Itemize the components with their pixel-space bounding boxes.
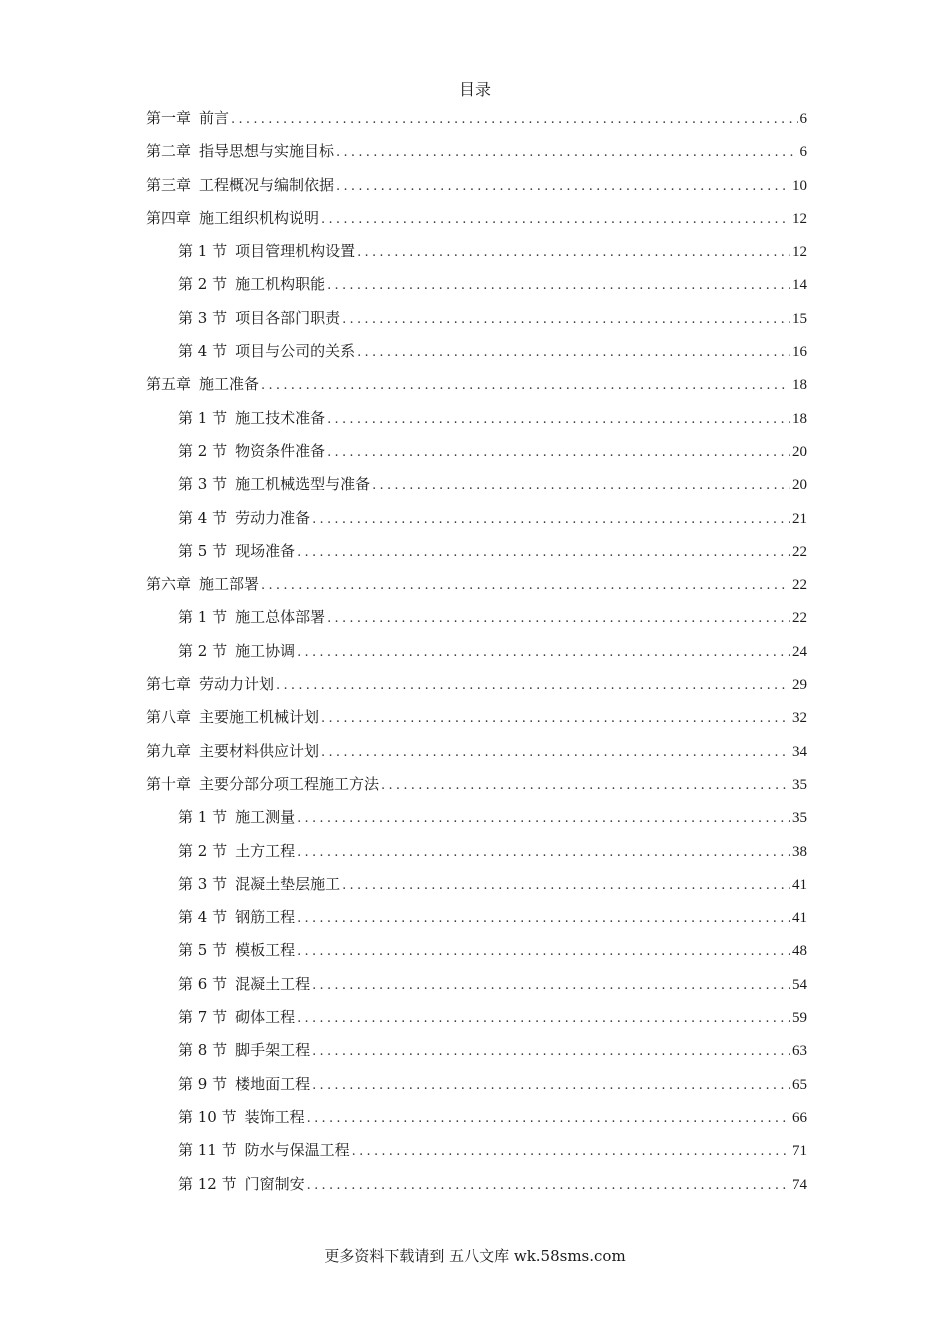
toc-entry-number: 第 2 节 (178, 641, 228, 660)
toc-section-entry[interactable] (0, 635, 950, 668)
toc-entry-number: 第 8 节 (178, 1041, 228, 1060)
toc-dot-leader (297, 935, 790, 968)
toc-page-number: 35 (792, 810, 807, 827)
toc-entry-number: 第 5 节 (178, 941, 228, 960)
toc-entry-label (178, 868, 340, 901)
toc-page-number: 14 (792, 277, 807, 294)
toc-entry-title: 楼地面工程 (235, 1074, 311, 1093)
toc-page-number: 32 (792, 710, 807, 727)
toc-entry-title: 施工协调 (235, 641, 296, 660)
toc-entry-label (178, 535, 295, 568)
toc-entry-label (146, 202, 319, 235)
toc-entry-label (146, 735, 319, 768)
toc-chapter-entry[interactable] (0, 668, 950, 701)
toc-section-entry[interactable] (0, 801, 950, 834)
toc-page-number: 21 (792, 510, 807, 527)
toc-entry-label (178, 934, 295, 967)
toc-entry-title: 主要施工机械计划 (199, 708, 320, 727)
toc-dot-leader (342, 303, 790, 336)
toc-page-number: 20 (792, 443, 807, 460)
toc-entry-label (178, 335, 355, 368)
toc-entry-label (178, 268, 325, 301)
toc-entry-number: 第 2 节 (178, 441, 228, 460)
toc-page-number: 74 (792, 1176, 807, 1193)
toc-page-number: 12 (792, 244, 807, 261)
toc-dot-leader (327, 436, 790, 469)
toc-page-number: 71 (792, 1143, 807, 1160)
toc-list (0, 102, 950, 1201)
toc-entry-label (178, 468, 370, 501)
toc-dot-leader (321, 203, 790, 236)
toc-chapter-entry[interactable] (0, 701, 950, 734)
toc-entry-number: 第 3 节 (178, 874, 228, 893)
toc-entry-title: 主要分部分项工程施工方法 (199, 774, 380, 793)
toc-entry-label (178, 1134, 350, 1167)
toc-section-entry[interactable] (0, 1168, 950, 1201)
toc-entry-number: 第 1 节 (178, 608, 228, 627)
toc-dot-leader (327, 269, 790, 302)
toc-entry-title: 钢筋工程 (235, 908, 296, 927)
toc-chapter-entry[interactable] (0, 768, 950, 801)
toc-section-entry[interactable] (0, 835, 950, 868)
toc-dot-leader (342, 869, 790, 902)
toc-section-entry[interactable] (0, 435, 950, 468)
toc-entry-label (178, 235, 355, 268)
toc-section-entry[interactable] (0, 968, 950, 1001)
toc-entry-number: 第 2 节 (178, 275, 228, 294)
toc-dot-leader (261, 369, 790, 402)
toc-entry-number: 第一章 (146, 109, 192, 127)
toc-page-number: 6 (799, 111, 807, 127)
toc-section-entry[interactable] (0, 302, 950, 335)
toc-dot-leader (372, 469, 790, 502)
toc-entry-label (146, 135, 334, 168)
toc-entry-title: 现场准备 (235, 541, 296, 560)
toc-entry-number: 第四章 (146, 208, 192, 227)
toc-entry-number: 第 7 节 (178, 1008, 228, 1027)
toc-dot-leader (327, 403, 790, 436)
toc-section-entry[interactable] (0, 1034, 950, 1067)
toc-section-entry[interactable] (0, 934, 950, 967)
toc-entry-title: 物资条件准备 (235, 441, 326, 460)
toc-page-number: 10 (792, 177, 807, 194)
toc-entry-number: 第 3 节 (178, 308, 228, 327)
toc-entry-title: 防水与保温工程 (244, 1141, 350, 1160)
toc-section-entry[interactable] (0, 235, 950, 268)
toc-chapter-entry[interactable] (0, 102, 950, 135)
toc-page-number: 22 (792, 577, 807, 594)
toc-entry-label (146, 668, 274, 701)
toc-entry-title: 工程概况与编制依据 (199, 175, 335, 194)
toc-dot-leader (312, 1035, 790, 1068)
toc-section-entry[interactable] (0, 468, 950, 501)
toc-entry-title: 劳动力计划 (199, 675, 275, 694)
toc-section-entry[interactable] (0, 1101, 950, 1134)
toc-page-number: 24 (792, 643, 807, 660)
toc-chapter-entry[interactable] (0, 202, 950, 235)
toc-entry-number: 第 11 节 (178, 1141, 237, 1160)
toc-dot-leader (336, 136, 797, 169)
toc-entry-title: 前言 (199, 109, 230, 127)
toc-chapter-entry[interactable] (0, 735, 950, 768)
toc-entry-label (146, 768, 379, 801)
toc-entry-label (178, 502, 310, 535)
toc-entry-title: 项目各部门职责 (235, 308, 341, 327)
toc-dot-leader (307, 1169, 790, 1202)
toc-entry-label (178, 402, 325, 435)
toc-entry-label (146, 169, 334, 202)
toc-entry-title: 施工测量 (235, 808, 296, 827)
toc-dot-leader (321, 736, 790, 769)
toc-page-number: 66 (792, 1109, 807, 1126)
toc-entry-title: 施工机械选型与准备 (235, 475, 371, 494)
toc-entry-number: 第 10 节 (178, 1107, 237, 1126)
toc-section-entry[interactable] (0, 502, 950, 535)
toc-page-number: 18 (792, 377, 807, 394)
toc-entry-number: 第 1 节 (178, 242, 228, 261)
toc-entry-title: 项目管理机构设置 (235, 242, 356, 261)
toc-entry-number: 第三章 (146, 175, 192, 194)
toc-entry-label (178, 801, 295, 834)
toc-entry-title: 项目与公司的关系 (235, 342, 356, 361)
toc-dot-leader (336, 170, 790, 203)
toc-entry-title: 施工总体部署 (235, 608, 326, 627)
toc-entry-title: 脚手架工程 (235, 1041, 311, 1060)
toc-entry-title: 主要材料供应计划 (199, 741, 320, 760)
toc-page-number: 6 (799, 144, 807, 161)
toc-entry-label (178, 1168, 305, 1201)
toc-dot-leader (381, 769, 790, 802)
toc-dot-leader (312, 503, 790, 536)
toc-section-entry[interactable] (0, 335, 950, 368)
toc-entry-number: 第六章 (146, 575, 192, 594)
toc-entry-label (146, 368, 259, 401)
toc-section-entry[interactable] (0, 868, 950, 901)
toc-page-number: 54 (792, 976, 807, 993)
toc-entry-title: 模板工程 (235, 941, 296, 960)
toc-dot-leader (297, 636, 790, 669)
toc-entry-number: 第 2 节 (178, 841, 228, 860)
toc-section-entry[interactable] (0, 1068, 950, 1101)
toc-entry-number: 第九章 (146, 741, 192, 760)
toc-entry-number: 第 4 节 (178, 342, 228, 361)
toc-entry-number: 第 9 节 (178, 1074, 228, 1093)
toc-entry-label (178, 1068, 310, 1101)
toc-entry-title: 施工技术准备 (235, 408, 326, 427)
toc-entry-number: 第二章 (146, 142, 192, 161)
toc-dot-leader (276, 669, 790, 702)
toc-entry-number: 第七章 (146, 675, 192, 694)
toc-entry-number: 第 1 节 (178, 808, 228, 827)
toc-page-number: 59 (792, 1010, 807, 1027)
toc-page-number: 65 (792, 1076, 807, 1093)
toc-page-number: 12 (792, 210, 807, 227)
toc-entry-title: 砌体工程 (235, 1008, 296, 1027)
toc-page-number: 34 (792, 743, 807, 760)
toc-title: 目录 (458, 80, 491, 99)
toc-section-entry[interactable] (0, 402, 950, 435)
toc-dot-leader (321, 702, 790, 735)
toc-section-entry[interactable] (0, 601, 950, 634)
toc-chapter-entry[interactable] (0, 135, 950, 168)
toc-entry-number: 第 12 节 (178, 1174, 237, 1193)
toc-section-entry[interactable] (0, 1001, 950, 1034)
toc-page-number: 63 (792, 1043, 807, 1060)
toc-page-number: 15 (792, 310, 807, 327)
toc-entry-number: 第八章 (146, 708, 192, 727)
toc-entry-title: 施工组织机构说明 (199, 208, 320, 227)
toc-dot-leader (357, 336, 790, 369)
toc-entry-number: 第 3 节 (178, 475, 228, 494)
toc-entry-label (178, 1101, 305, 1134)
toc-dot-leader (297, 1002, 790, 1035)
toc-entry-title: 施工机构职能 (235, 275, 326, 294)
toc-page-number: 16 (792, 344, 807, 361)
toc-chapter-entry[interactable] (0, 368, 950, 401)
toc-entry-label (178, 435, 325, 468)
toc-entry-label (146, 568, 259, 601)
toc-entry-title: 土方工程 (235, 841, 296, 860)
toc-dot-leader (297, 802, 790, 835)
toc-entry-title: 混凝土工程 (235, 974, 311, 993)
toc-entry-number: 第十章 (146, 774, 192, 793)
toc-dot-leader (312, 1069, 790, 1102)
toc-entry-label (146, 701, 319, 734)
toc-entry-title: 混凝土垫层施工 (235, 874, 341, 893)
toc-page-number: 38 (792, 843, 807, 860)
toc-entry-label (178, 968, 310, 1001)
toc-dot-leader (231, 103, 797, 136)
toc-page-number: 29 (792, 677, 807, 694)
toc-dot-leader (261, 569, 790, 602)
toc-section-entry[interactable] (0, 1134, 950, 1167)
toc-page-number: 18 (792, 410, 807, 427)
toc-entry-number: 第五章 (146, 375, 192, 394)
toc-page-number: 22 (792, 610, 807, 627)
toc-page-number: 20 (792, 477, 807, 494)
toc-page-number: 48 (792, 943, 807, 960)
toc-chapter-entry[interactable] (0, 568, 950, 601)
toc-entry-title: 施工部署 (199, 575, 260, 594)
toc-entry-label (178, 302, 340, 335)
toc-entry-title: 门窗制安 (244, 1174, 305, 1193)
toc-chapter-entry[interactable] (0, 169, 950, 202)
toc-entry-label (178, 1001, 295, 1034)
toc-entry-number: 第 4 节 (178, 908, 228, 927)
toc-entry-number: 第 4 节 (178, 508, 228, 527)
toc-entry-label (146, 102, 229, 135)
toc-dot-leader (352, 1135, 790, 1168)
toc-entry-label (178, 835, 295, 868)
footer-text: 更多资料下载请到 五八文库 wk.58sms.com (324, 1247, 626, 1265)
toc-entry-number: 第 5 节 (178, 541, 228, 560)
toc-entry-number: 第 1 节 (178, 408, 228, 427)
toc-dot-leader (327, 602, 790, 635)
toc-page-number: 41 (792, 910, 807, 927)
toc-entry-label (178, 901, 295, 934)
toc-section-entry[interactable] (0, 268, 950, 301)
toc-entry-title: 施工准备 (199, 375, 260, 394)
toc-dot-leader (297, 836, 790, 869)
toc-dot-leader (312, 969, 790, 1002)
toc-entry-label (178, 635, 295, 668)
toc-entry-label (178, 601, 325, 634)
toc-section-entry[interactable] (0, 901, 950, 934)
toc-dot-leader (297, 902, 790, 935)
toc-entry-title: 劳动力准备 (235, 508, 311, 527)
toc-entry-title: 装饰工程 (244, 1107, 305, 1126)
toc-page-number: 35 (792, 776, 807, 793)
toc-dot-leader (307, 1102, 790, 1135)
toc-section-entry[interactable] (0, 535, 950, 568)
toc-entry-title: 指导思想与实施目标 (199, 142, 335, 161)
toc-entry-number: 第 6 节 (178, 974, 228, 993)
toc-page-number: 22 (792, 543, 807, 560)
toc-entry-label (178, 1034, 310, 1067)
toc-page-number: 41 (792, 876, 807, 893)
toc-dot-leader (297, 536, 790, 569)
toc-dot-leader (357, 236, 790, 269)
